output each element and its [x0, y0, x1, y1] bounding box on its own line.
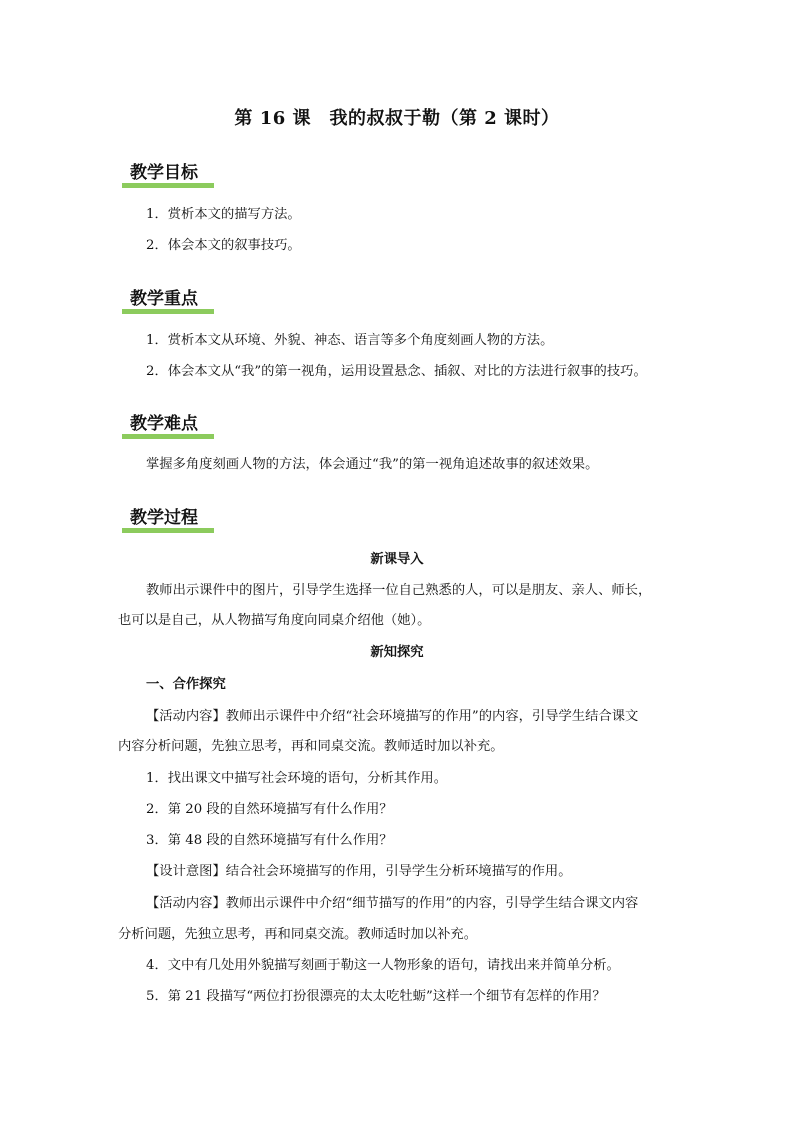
sub-heading-cooperative: 一、合作探究: [146, 677, 226, 692]
process-line: 分析问题，先独立思考，再和同桌交流。教师适时加以补充。: [118, 927, 478, 942]
section-heading-label: 教学目标: [130, 163, 198, 183]
key-point-item: 2．体会本文从“我”的第一视角，运用设置悬念、插叙、对比的方法进行叙事的技巧。: [146, 364, 647, 379]
process-line: 1．找出课文中描写社会环境的语句，分析其作用。: [146, 771, 447, 786]
process-line: 3．第 48 段的自然环境描写有什么作用？: [146, 833, 393, 848]
section-heading-process: [120, 505, 206, 531]
section-heading-goals: [120, 160, 206, 186]
process-line: 4．文中有几处用外貌描写刻画于勒这一人物形象的语句，请找出来并简单分析。: [146, 958, 620, 973]
process-line: 5．第 21 段描写“两位打扮很漂亮的太太吃牡蛎”这样一个细节有怎样的作用？: [146, 989, 606, 1004]
difficulty-item: 掌握多角度刻画人物的方法，体会通过“我”的第一视角追述故事的叙述效果。: [146, 457, 599, 472]
subsection-title-explore: 新知探究: [370, 645, 424, 660]
page-title: 第 16 课 我的叔叔于勒（第 2 课时）: [234, 108, 560, 129]
goal-item: 2．体会本文的叙事技巧。: [146, 238, 301, 253]
subsection-title-intro: 新课导入: [370, 552, 424, 567]
intro-paragraph-line: 也可以是自己，从人物描写角度向同桌介绍他（她）。: [118, 613, 431, 628]
section-heading-label: 教学过程: [130, 508, 198, 528]
key-point-item: 1．赏析本文从环境、外貌、神态、语言等多个角度刻画人物的方法。: [146, 333, 554, 348]
process-line: 【活动内容】教师出示课件中介绍“细节描写的作用”的内容，引导学生结合课文内容: [146, 896, 639, 911]
goal-item: 1．赏析本文的描写方法。: [146, 207, 301, 222]
section-heading-difficulties: [120, 411, 206, 437]
process-line: 【活动内容】教师出示课件中介绍“社会环境描写的作用”的内容，引导学生结合课文: [146, 709, 639, 724]
process-line: 【设计意图】结合社会环境描写的作用，引导学生分析环境描写的作用。: [146, 864, 572, 879]
intro-paragraph-line: 教师出示课件中的图片，引导学生选择一位自己熟悉的人，可以是朋友、亲人、师长，: [146, 583, 652, 598]
process-line: 2．第 20 段的自然环境描写有什么作用？: [146, 802, 393, 817]
process-line: 内容分析问题，先独立思考，再和同桌交流。教师适时加以补充。: [118, 739, 504, 754]
section-heading-label: 教学难点: [130, 414, 198, 434]
section-heading-key-points: [120, 286, 206, 312]
section-heading-label: 教学重点: [130, 289, 198, 309]
